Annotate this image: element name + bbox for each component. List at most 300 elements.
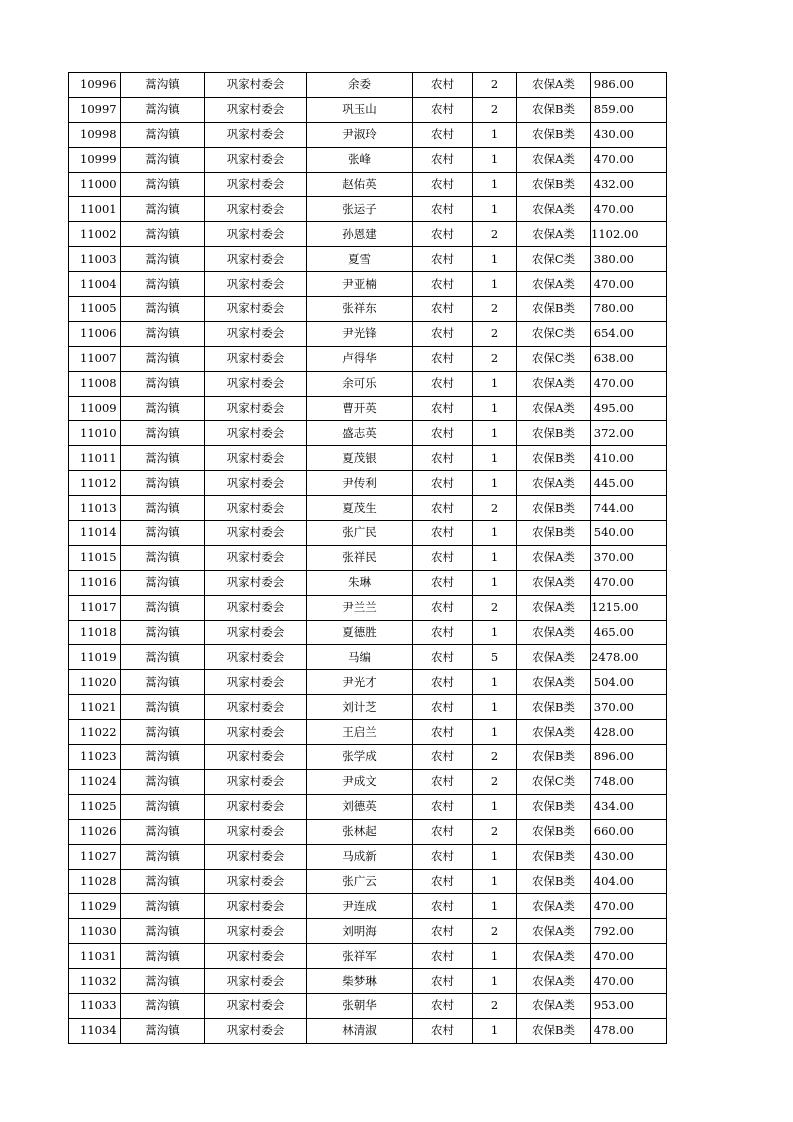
name-cell: 刘计芝 (307, 695, 413, 720)
name-cell: 尹淑玲 (307, 122, 413, 147)
village-cell: 巩家村委会 (205, 421, 307, 446)
town-cell: 蒿沟镇 (121, 769, 205, 794)
village-cell: 巩家村委会 (205, 172, 307, 197)
category-cell: 农保A类 (517, 545, 591, 570)
town-cell: 蒿沟镇 (121, 720, 205, 745)
town-cell: 蒿沟镇 (121, 670, 205, 695)
area-cell: 农村 (413, 97, 473, 122)
category-cell: 农保A类 (517, 969, 591, 994)
category-cell: 农保C类 (517, 247, 591, 272)
table-row (69, 346, 667, 371)
village-cell: 巩家村委会 (205, 73, 307, 98)
table-row (69, 197, 667, 222)
table-row (69, 869, 667, 894)
town-cell: 蒿沟镇 (121, 620, 205, 645)
category-cell: 农保B类 (517, 421, 591, 446)
name-cell: 夏雪 (307, 247, 413, 272)
amount-cell: 540.00 (591, 521, 667, 546)
area-cell: 农村 (413, 122, 473, 147)
name-cell: 张祥民 (307, 545, 413, 570)
record-id: 11033 (69, 993, 121, 1018)
town-cell: 蒿沟镇 (121, 272, 205, 297)
area-cell: 农村 (413, 521, 473, 546)
record-id: 11027 (69, 844, 121, 869)
amount-cell: 470.00 (591, 371, 667, 396)
area-cell: 农村 (413, 844, 473, 869)
amount-cell: 744.00 (591, 496, 667, 521)
amount-cell: 410.00 (591, 446, 667, 471)
name-cell: 马编 (307, 645, 413, 670)
count-cell: 2 (473, 297, 517, 322)
name-cell: 尹亚楠 (307, 272, 413, 297)
category-cell: 农保B类 (517, 446, 591, 471)
name-cell: 张林起 (307, 819, 413, 844)
name-cell: 林清淑 (307, 1018, 413, 1043)
table-row (69, 695, 667, 720)
area-cell: 农村 (413, 919, 473, 944)
category-cell: 农保A类 (517, 73, 591, 98)
area-cell: 农村 (413, 272, 473, 297)
table-row (69, 371, 667, 396)
village-cell: 巩家村委会 (205, 794, 307, 819)
record-id: 11001 (69, 197, 121, 222)
area-cell: 农村 (413, 869, 473, 894)
name-cell: 赵佑英 (307, 172, 413, 197)
record-id: 11018 (69, 620, 121, 645)
area-cell: 农村 (413, 222, 473, 247)
village-cell: 巩家村委会 (205, 595, 307, 620)
name-cell: 尹兰兰 (307, 595, 413, 620)
category-cell: 农保A类 (517, 919, 591, 944)
area-cell: 农村 (413, 695, 473, 720)
amount-cell: 434.00 (591, 794, 667, 819)
category-cell: 农保A类 (517, 222, 591, 247)
area-cell: 农村 (413, 545, 473, 570)
town-cell: 蒿沟镇 (121, 371, 205, 396)
amount-cell: 445.00 (591, 471, 667, 496)
town-cell: 蒿沟镇 (121, 496, 205, 521)
town-cell: 蒿沟镇 (121, 993, 205, 1018)
amount-cell: 470.00 (591, 944, 667, 969)
amount-cell: 470.00 (591, 147, 667, 172)
name-cell: 朱琳 (307, 570, 413, 595)
count-cell: 1 (473, 396, 517, 421)
amount-cell: 470.00 (591, 570, 667, 595)
name-cell: 夏茂银 (307, 446, 413, 471)
record-id: 11005 (69, 297, 121, 322)
name-cell: 刘德英 (307, 794, 413, 819)
record-id: 10996 (69, 73, 121, 98)
amount-cell: 953.00 (591, 993, 667, 1018)
amount-cell: 780.00 (591, 297, 667, 322)
table-row (69, 670, 667, 695)
table-row (69, 919, 667, 944)
town-cell: 蒿沟镇 (121, 919, 205, 944)
record-id: 11008 (69, 371, 121, 396)
amount-cell: 748.00 (591, 769, 667, 794)
record-id: 11032 (69, 969, 121, 994)
category-cell: 农保A类 (517, 147, 591, 172)
category-cell: 农保A类 (517, 894, 591, 919)
table-row (69, 745, 667, 770)
amount-cell: 404.00 (591, 869, 667, 894)
town-cell: 蒿沟镇 (121, 894, 205, 919)
town-cell: 蒿沟镇 (121, 97, 205, 122)
amount-cell: 2478.00 (591, 645, 667, 670)
count-cell: 1 (473, 247, 517, 272)
count-cell: 2 (473, 73, 517, 98)
record-id: 11013 (69, 496, 121, 521)
table-row (69, 769, 667, 794)
name-cell: 孙恩建 (307, 222, 413, 247)
town-cell: 蒿沟镇 (121, 944, 205, 969)
count-cell: 1 (473, 172, 517, 197)
count-cell: 1 (473, 1018, 517, 1043)
category-cell: 农保A类 (517, 272, 591, 297)
category-cell: 农保B类 (517, 844, 591, 869)
record-id: 10999 (69, 147, 121, 172)
area-cell: 农村 (413, 645, 473, 670)
table-row (69, 496, 667, 521)
area-cell: 农村 (413, 745, 473, 770)
town-cell: 蒿沟镇 (121, 869, 205, 894)
village-cell: 巩家村委会 (205, 769, 307, 794)
name-cell: 马成新 (307, 844, 413, 869)
village-cell: 巩家村委会 (205, 894, 307, 919)
table-row (69, 446, 667, 471)
table-row (69, 471, 667, 496)
village-cell: 巩家村委会 (205, 570, 307, 595)
name-cell: 张学成 (307, 745, 413, 770)
record-id: 11007 (69, 346, 121, 371)
name-cell: 王启兰 (307, 720, 413, 745)
record-id: 11021 (69, 695, 121, 720)
record-id: 11026 (69, 819, 121, 844)
count-cell: 5 (473, 645, 517, 670)
name-cell: 张祥东 (307, 297, 413, 322)
count-cell: 1 (473, 545, 517, 570)
category-cell: 农保B类 (517, 122, 591, 147)
area-cell: 农村 (413, 969, 473, 994)
count-cell: 1 (473, 894, 517, 919)
area-cell: 农村 (413, 570, 473, 595)
name-cell: 张峰 (307, 147, 413, 172)
area-cell: 农村 (413, 794, 473, 819)
village-cell: 巩家村委会 (205, 371, 307, 396)
table-row (69, 521, 667, 546)
town-cell: 蒿沟镇 (121, 545, 205, 570)
count-cell: 1 (473, 570, 517, 595)
count-cell: 1 (473, 421, 517, 446)
village-cell: 巩家村委会 (205, 695, 307, 720)
category-cell: 农保B类 (517, 496, 591, 521)
record-id: 11009 (69, 396, 121, 421)
village-cell: 巩家村委会 (205, 919, 307, 944)
table-row (69, 222, 667, 247)
village-cell: 巩家村委会 (205, 844, 307, 869)
area-cell: 农村 (413, 321, 473, 346)
area-cell: 农村 (413, 720, 473, 745)
village-cell: 巩家村委会 (205, 993, 307, 1018)
name-cell: 夏茂生 (307, 496, 413, 521)
town-cell: 蒿沟镇 (121, 521, 205, 546)
count-cell: 1 (473, 695, 517, 720)
record-id: 10998 (69, 122, 121, 147)
category-cell: 农保B类 (517, 745, 591, 770)
category-cell: 农保C类 (517, 769, 591, 794)
amount-cell: 1102.00 (591, 222, 667, 247)
count-cell: 1 (473, 521, 517, 546)
town-cell: 蒿沟镇 (121, 297, 205, 322)
area-cell: 农村 (413, 769, 473, 794)
amount-cell: 470.00 (591, 272, 667, 297)
table-row (69, 993, 667, 1018)
name-cell: 盛志英 (307, 421, 413, 446)
count-cell: 2 (473, 769, 517, 794)
category-cell: 农保A类 (517, 670, 591, 695)
amount-cell: 430.00 (591, 844, 667, 869)
record-id: 11000 (69, 172, 121, 197)
count-cell: 1 (473, 844, 517, 869)
category-cell: 农保B类 (517, 869, 591, 894)
count-cell: 1 (473, 670, 517, 695)
area-cell: 农村 (413, 894, 473, 919)
area-cell: 农村 (413, 446, 473, 471)
name-cell: 巩玉山 (307, 97, 413, 122)
table-row (69, 396, 667, 421)
name-cell: 尹成文 (307, 769, 413, 794)
amount-cell: 370.00 (591, 695, 667, 720)
category-cell: 农保A类 (517, 993, 591, 1018)
table-row (69, 720, 667, 745)
name-cell: 尹光才 (307, 670, 413, 695)
record-id: 11002 (69, 222, 121, 247)
record-id: 11003 (69, 247, 121, 272)
town-cell: 蒿沟镇 (121, 247, 205, 272)
village-cell: 巩家村委会 (205, 97, 307, 122)
name-cell: 尹连成 (307, 894, 413, 919)
category-cell: 农保B类 (517, 297, 591, 322)
category-cell: 农保A类 (517, 197, 591, 222)
name-cell: 卢得华 (307, 346, 413, 371)
amount-cell: 380.00 (591, 247, 667, 272)
table-row (69, 1018, 667, 1043)
village-cell: 巩家村委会 (205, 620, 307, 645)
town-cell: 蒿沟镇 (121, 172, 205, 197)
record-id: 10997 (69, 97, 121, 122)
town-cell: 蒿沟镇 (121, 321, 205, 346)
category-cell: 农保B类 (517, 1018, 591, 1043)
count-cell: 1 (473, 969, 517, 994)
category-cell: 农保B类 (517, 97, 591, 122)
area-cell: 农村 (413, 396, 473, 421)
town-cell: 蒿沟镇 (121, 222, 205, 247)
name-cell: 尹传利 (307, 471, 413, 496)
town-cell: 蒿沟镇 (121, 197, 205, 222)
village-cell: 巩家村委会 (205, 396, 307, 421)
category-cell: 农保A类 (517, 396, 591, 421)
area-cell: 农村 (413, 421, 473, 446)
table-row (69, 645, 667, 670)
name-cell: 张朝华 (307, 993, 413, 1018)
category-cell: 农保C类 (517, 321, 591, 346)
table-body (69, 73, 667, 1044)
village-cell: 巩家村委会 (205, 745, 307, 770)
town-cell: 蒿沟镇 (121, 745, 205, 770)
record-id: 11010 (69, 421, 121, 446)
record-id: 11004 (69, 272, 121, 297)
count-cell: 1 (473, 147, 517, 172)
village-cell: 巩家村委会 (205, 346, 307, 371)
amount-cell: 465.00 (591, 620, 667, 645)
area-cell: 农村 (413, 670, 473, 695)
village-cell: 巩家村委会 (205, 720, 307, 745)
category-cell: 农保C类 (517, 346, 591, 371)
table-row (69, 73, 667, 98)
category-cell: 农保A类 (517, 620, 591, 645)
amount-cell: 896.00 (591, 745, 667, 770)
count-cell: 2 (473, 97, 517, 122)
amount-cell: 430.00 (591, 122, 667, 147)
category-cell: 农保B类 (517, 172, 591, 197)
count-cell: 2 (473, 745, 517, 770)
count-cell: 1 (473, 471, 517, 496)
count-cell: 2 (473, 919, 517, 944)
town-cell: 蒿沟镇 (121, 396, 205, 421)
village-cell: 巩家村委会 (205, 944, 307, 969)
table-row (69, 272, 667, 297)
name-cell: 张广民 (307, 521, 413, 546)
name-cell: 夏德胜 (307, 620, 413, 645)
amount-cell: 1215.00 (591, 595, 667, 620)
town-cell: 蒿沟镇 (121, 844, 205, 869)
table-row (69, 570, 667, 595)
category-cell: 农保A类 (517, 471, 591, 496)
area-cell: 农村 (413, 346, 473, 371)
record-id: 11011 (69, 446, 121, 471)
category-cell: 农保A类 (517, 720, 591, 745)
count-cell: 2 (473, 496, 517, 521)
town-cell: 蒿沟镇 (121, 471, 205, 496)
amount-cell: 372.00 (591, 421, 667, 446)
amount-cell: 638.00 (591, 346, 667, 371)
name-cell: 张祥军 (307, 944, 413, 969)
village-cell: 巩家村委会 (205, 247, 307, 272)
village-cell: 巩家村委会 (205, 545, 307, 570)
area-cell: 农村 (413, 172, 473, 197)
category-cell: 农保B类 (517, 794, 591, 819)
table-row (69, 969, 667, 994)
table-row (69, 147, 667, 172)
count-cell: 2 (473, 346, 517, 371)
count-cell: 1 (473, 371, 517, 396)
table-row (69, 844, 667, 869)
name-cell: 余委 (307, 73, 413, 98)
record-id: 11023 (69, 745, 121, 770)
area-cell: 农村 (413, 944, 473, 969)
village-cell: 巩家村委会 (205, 446, 307, 471)
town-cell: 蒿沟镇 (121, 969, 205, 994)
category-cell: 农保A类 (517, 570, 591, 595)
amount-cell: 432.00 (591, 172, 667, 197)
table-row (69, 172, 667, 197)
count-cell: 2 (473, 321, 517, 346)
record-id: 11017 (69, 595, 121, 620)
amount-cell: 470.00 (591, 969, 667, 994)
name-cell: 曹开英 (307, 396, 413, 421)
town-cell: 蒿沟镇 (121, 645, 205, 670)
count-cell: 1 (473, 794, 517, 819)
record-id: 11014 (69, 521, 121, 546)
name-cell: 张广云 (307, 869, 413, 894)
amount-cell: 478.00 (591, 1018, 667, 1043)
amount-cell: 428.00 (591, 720, 667, 745)
table-row (69, 819, 667, 844)
record-id: 11028 (69, 869, 121, 894)
town-cell: 蒿沟镇 (121, 421, 205, 446)
table-row (69, 944, 667, 969)
village-cell: 巩家村委会 (205, 869, 307, 894)
table-row (69, 247, 667, 272)
amount-cell: 654.00 (591, 321, 667, 346)
name-cell: 张运子 (307, 197, 413, 222)
amount-cell: 660.00 (591, 819, 667, 844)
village-cell: 巩家村委会 (205, 272, 307, 297)
amount-cell: 504.00 (591, 670, 667, 695)
benefit-table (68, 72, 667, 1044)
village-cell: 巩家村委会 (205, 197, 307, 222)
count-cell: 1 (473, 720, 517, 745)
count-cell: 1 (473, 944, 517, 969)
village-cell: 巩家村委会 (205, 147, 307, 172)
record-id: 11031 (69, 944, 121, 969)
table-row (69, 595, 667, 620)
amount-cell: 470.00 (591, 894, 667, 919)
category-cell: 农保B类 (517, 695, 591, 720)
area-cell: 农村 (413, 197, 473, 222)
table-row (69, 297, 667, 322)
count-cell: 1 (473, 122, 517, 147)
count-cell: 2 (473, 993, 517, 1018)
record-id: 11020 (69, 670, 121, 695)
town-cell: 蒿沟镇 (121, 1018, 205, 1043)
table-row (69, 421, 667, 446)
town-cell: 蒿沟镇 (121, 147, 205, 172)
village-cell: 巩家村委会 (205, 645, 307, 670)
village-cell: 巩家村委会 (205, 297, 307, 322)
village-cell: 巩家村委会 (205, 521, 307, 546)
count-cell: 2 (473, 819, 517, 844)
town-cell: 蒿沟镇 (121, 122, 205, 147)
record-id: 11012 (69, 471, 121, 496)
category-cell: 农保B类 (517, 819, 591, 844)
record-id: 11029 (69, 894, 121, 919)
town-cell: 蒿沟镇 (121, 819, 205, 844)
record-id: 11016 (69, 570, 121, 595)
area-cell: 农村 (413, 73, 473, 98)
record-id: 11019 (69, 645, 121, 670)
town-cell: 蒿沟镇 (121, 595, 205, 620)
amount-cell: 986.00 (591, 73, 667, 98)
count-cell: 1 (473, 620, 517, 645)
amount-cell: 470.00 (591, 197, 667, 222)
village-cell: 巩家村委会 (205, 969, 307, 994)
area-cell: 农村 (413, 297, 473, 322)
village-cell: 巩家村委会 (205, 819, 307, 844)
village-cell: 巩家村委会 (205, 222, 307, 247)
area-cell: 农村 (413, 993, 473, 1018)
town-cell: 蒿沟镇 (121, 794, 205, 819)
